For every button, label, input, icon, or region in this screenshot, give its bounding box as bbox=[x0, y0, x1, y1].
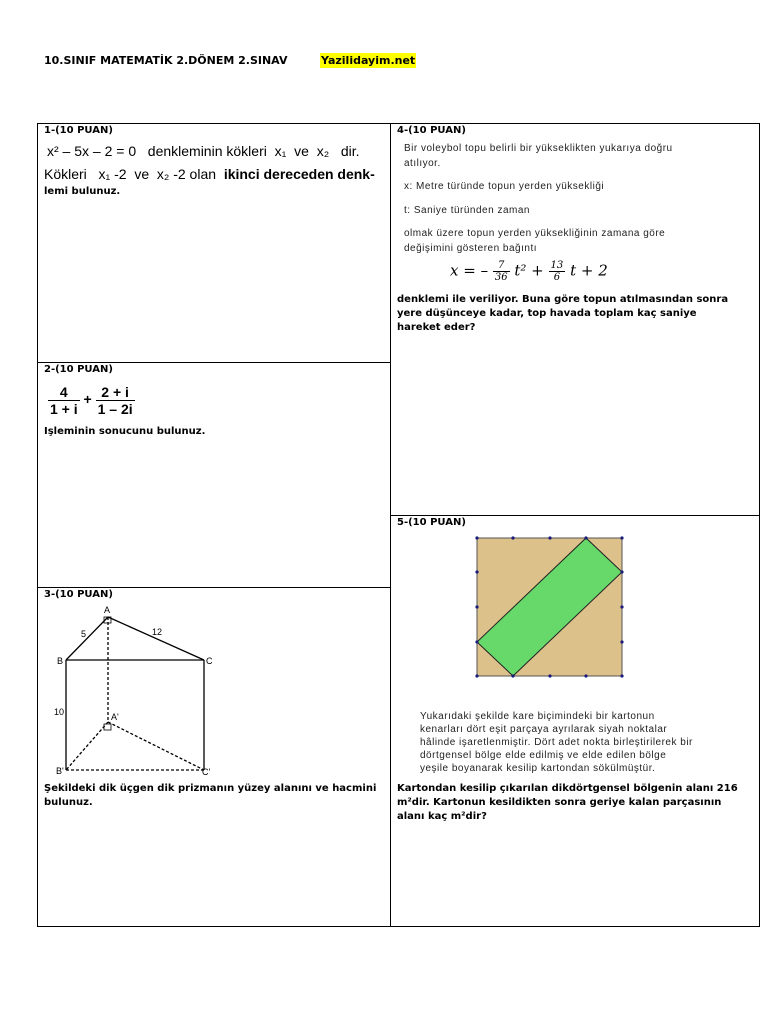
q1-title: 1-(10 PUAN) bbox=[44, 125, 113, 136]
grid-vertical-divider bbox=[390, 123, 391, 927]
q5-question bbox=[397, 782, 738, 824]
grid-divider-q2-q3 bbox=[37, 587, 390, 588]
q4-fraction-1 bbox=[493, 260, 510, 283]
q5-b1: Kartondan kesilip çıkarılan dikdörtgensel bölgenin alanı 216 bbox=[397, 783, 738, 794]
q1-equation: x² – 5x – 2 = 0 bbox=[47, 143, 137, 159]
q4-f1-num: 7 bbox=[493, 260, 510, 272]
q5-p5: yeşile boyanarak kesilip kartondan sökülmüştür. bbox=[420, 763, 656, 774]
grid-divider-q1-q2 bbox=[37, 362, 390, 363]
site-label[interactable]: Yazilidayim.net bbox=[321, 54, 416, 67]
q5-p3: hâlinde işaretlenmiştir. Dört adet nokta birleştirilerek bir bbox=[420, 737, 693, 748]
q5-p4: dörtgensel bölge elde edilmiş ve elde edilen bölge bbox=[420, 750, 667, 761]
q4-formula-lhs: x = – bbox=[450, 261, 489, 280]
q1-line3: lemi bulunuz. bbox=[44, 186, 121, 197]
q4-paragraph-4 bbox=[404, 226, 665, 256]
q4-f1-den: 36 bbox=[494, 272, 508, 283]
q4-formula bbox=[450, 260, 608, 283]
q5-b3: alanı kaç m²dir? bbox=[397, 811, 487, 822]
q2-title: 2-(10 PUAN) bbox=[44, 364, 113, 375]
prism-label-c: C bbox=[206, 656, 213, 666]
q3-text-2: bulunuz. bbox=[44, 797, 93, 808]
q4-fraction-2 bbox=[549, 260, 566, 283]
q1-root1: x₁ bbox=[274, 143, 287, 159]
q1-and: ve bbox=[294, 143, 309, 159]
cardboard-figure bbox=[470, 530, 630, 682]
prism-figure bbox=[40, 600, 220, 785]
q2-frac1-den: 1 + i bbox=[50, 401, 78, 417]
q2-frac2-den: 1 – 2i bbox=[97, 401, 133, 417]
q1-line2 bbox=[44, 166, 375, 182]
q2-frac2-num: 2 + i bbox=[96, 384, 135, 401]
q4-title: 4-(10 PUAN) bbox=[397, 125, 466, 136]
q4-p1b: atılıyor. bbox=[404, 158, 441, 169]
q4-p4: olmak üzere topun yerden yüksekliğinin zamana göre bbox=[404, 228, 666, 239]
prism-label-b: B bbox=[57, 656, 64, 666]
q2-plus: + bbox=[83, 391, 92, 408]
q4-question bbox=[397, 293, 728, 335]
q2-expression bbox=[48, 384, 135, 417]
exam-header: 10.SINIF MATEMATİK 2.DÖNEM 2.SINAV bbox=[44, 54, 288, 67]
q5-paragraph bbox=[420, 710, 693, 775]
prism-label-a-prime: A' bbox=[111, 712, 119, 722]
q4-formula-end: t + 2 bbox=[570, 261, 608, 280]
q4-b1: denklemi ile veriliyor. Buna göre topun atılmasından sonra bbox=[397, 294, 729, 305]
q1-line2-a: Kökleri bbox=[44, 166, 87, 182]
q2-fraction-2 bbox=[96, 384, 135, 417]
q2-text: Işleminin sonucunu bulunuz. bbox=[44, 426, 206, 437]
prism-label-c-prime: C' bbox=[202, 767, 211, 777]
q4-formula-t2: t² + bbox=[514, 261, 544, 280]
prism-edge-ac: 12 bbox=[152, 627, 163, 637]
q1-line2-x2: x₂ -2 olan bbox=[156, 166, 217, 182]
q5-p2: kenarları dört eşit parçaya ayrılarak siyah noktalar bbox=[420, 724, 668, 735]
q3-title: 3-(10 PUAN) bbox=[44, 589, 113, 600]
q3-text-1: Şekildeki dik üçgen dik prizmanın yüzey alanını ve hacmini bbox=[44, 783, 377, 794]
prism-label-b-prime: B' bbox=[56, 766, 64, 776]
prism-label-a: A bbox=[104, 605, 111, 615]
prism-edge-ab: 5 bbox=[81, 629, 87, 639]
q5-title: 5-(10 PUAN) bbox=[397, 517, 466, 528]
q1-line2-bold: ikinci dereceden denk- bbox=[223, 166, 375, 182]
q1-root2: x₂ bbox=[316, 143, 330, 159]
prism-height: 10 bbox=[54, 707, 65, 717]
q1-text-1: denkleminin kökleri bbox=[147, 143, 267, 159]
q1-line2-x1: x₁ -2 bbox=[98, 166, 127, 182]
q5-p1: Yukarıdaki şekilde kare biçimindeki bir kartonun bbox=[420, 711, 655, 722]
q4-paragraph-1 bbox=[404, 141, 673, 171]
q4-f2-num: 13 bbox=[550, 260, 564, 271]
q1-equation-line bbox=[47, 143, 360, 159]
q4-p3: t: Saniye türünden zaman bbox=[404, 205, 530, 216]
q4-f2-den: 6 bbox=[553, 272, 561, 283]
q2-fraction-1 bbox=[48, 384, 80, 417]
q4-b3: hareket eder? bbox=[397, 322, 476, 333]
q4-p2: x: Metre türünde topun yerden yüksekliği bbox=[404, 181, 605, 192]
q4-p1: Bir voleybol topu belirli bir yükseklikten yukarıya doğru bbox=[404, 143, 673, 154]
q1-line2-ve: ve bbox=[134, 166, 150, 182]
q2-frac1-num: 4 bbox=[48, 384, 80, 401]
q4-p4b: değişimini gösteren bağıntı bbox=[404, 243, 538, 254]
grid-divider-q4-q5 bbox=[390, 515, 760, 516]
q1-dir: dir. bbox=[340, 143, 360, 159]
q5-b2: m²dir. Kartonun kesildikten sonra geriye kalan parçasının bbox=[397, 797, 722, 808]
q4-b2: yere düşünceye kadar, top havada toplam kaç saniye bbox=[397, 308, 697, 319]
